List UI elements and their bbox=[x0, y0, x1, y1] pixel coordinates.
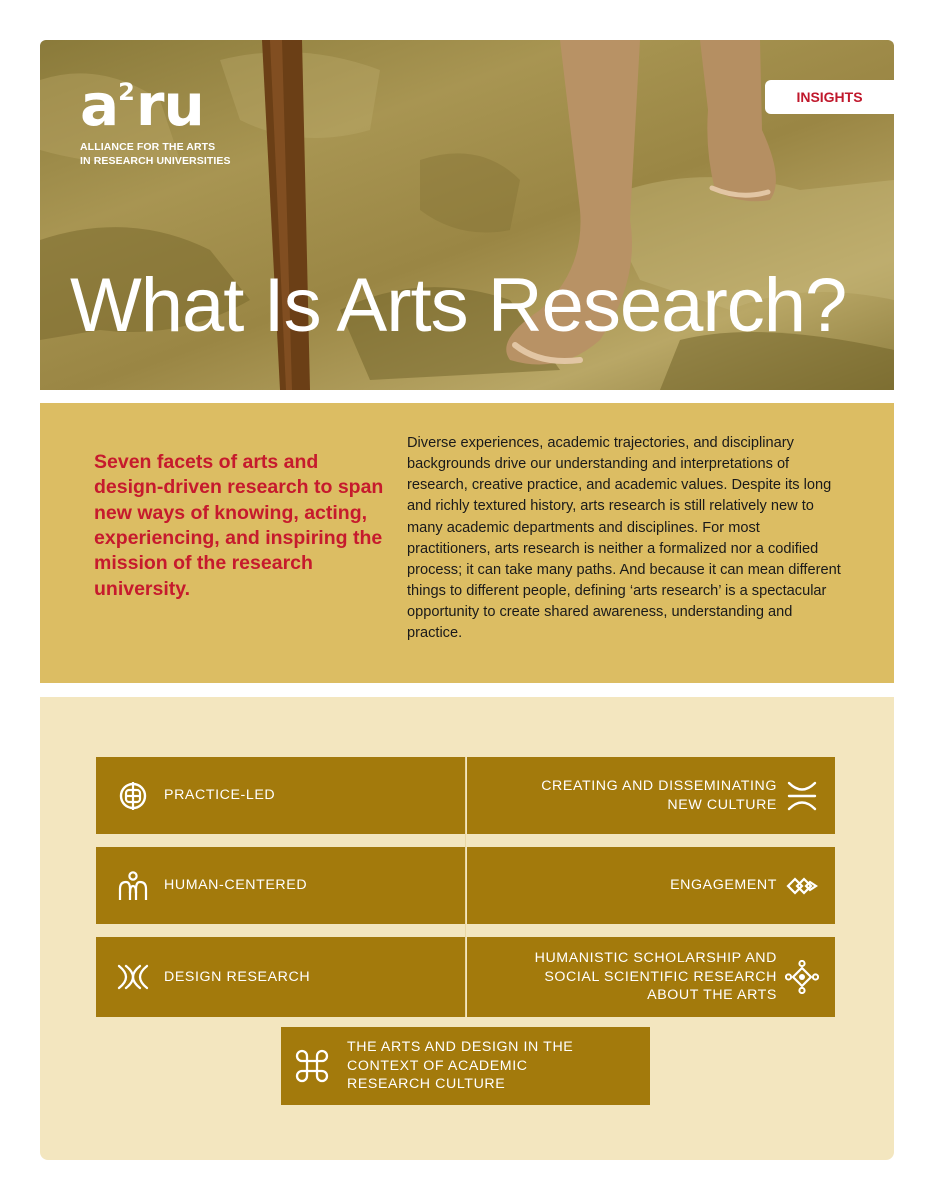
logo-tagline-line2: IN RESEARCH UNIVERSITIES bbox=[80, 155, 231, 168]
command-icon bbox=[295, 1049, 329, 1083]
engagement-icon bbox=[785, 869, 819, 903]
facet-label-line2: NEW CULTURE bbox=[667, 796, 777, 813]
facet-label: HUMAN-CENTERED bbox=[164, 877, 308, 894]
hero-banner bbox=[40, 40, 894, 390]
lead-statement: Seven facets of arts and design-driven research to span new ways of knowing, acting, experiencing, and inspiring the mission of the research university. bbox=[94, 451, 384, 600]
facet-label-line3: RESEARCH CULTURE bbox=[347, 1076, 506, 1093]
intro-section bbox=[40, 403, 894, 683]
facet-label: DESIGN RESEARCH bbox=[164, 968, 311, 985]
facet-label bbox=[541, 777, 777, 814]
facet-label-line1: CREATING AND DISSEMINATING bbox=[541, 778, 777, 795]
insights-badge[interactable]: INSIGHTS bbox=[765, 80, 894, 114]
facet-label bbox=[535, 949, 777, 1004]
facet-label: ENGAGEMENT bbox=[670, 877, 777, 894]
a2ru-logo[interactable] bbox=[80, 71, 231, 168]
facet-label: PRACTICE-LED bbox=[164, 787, 276, 804]
facet-humanistic-scholarship[interactable] bbox=[467, 937, 835, 1017]
facet-practice-led[interactable] bbox=[96, 757, 465, 834]
intro-body-text: Diverse experiences, academic trajectories, and disciplinary backgrounds drive our understanding and interpretations of research, creative practice, and academic values. Despite its long and richly textured history, arts research is still relatively new to many academic departments and disciplines. For most practitioners, arts research is neither a formalized nor a codified process; it can take many paths. And because it can mean different things to different people, defining ‘arts research’ is a spectacular opportunity to create shared awareness, understanding and practice. bbox=[407, 435, 841, 642]
facet-label-line2: CONTEXT OF ACADEMIC bbox=[347, 1057, 528, 1074]
facet-label-line3: ABOUT THE ARTS bbox=[647, 987, 777, 1004]
logo-letter: a bbox=[80, 71, 119, 139]
facets-section bbox=[40, 697, 894, 1160]
logo-tagline-line1: ALLIANCE FOR THE ARTS bbox=[80, 141, 216, 153]
scholarship-icon bbox=[785, 960, 819, 994]
logo-tagline bbox=[80, 140, 231, 168]
practice-led-icon bbox=[116, 779, 150, 813]
facet-label bbox=[347, 1038, 573, 1093]
logo-letters: ru bbox=[135, 71, 204, 139]
page-title: What Is Arts Research? bbox=[70, 263, 847, 348]
human-centered-icon bbox=[116, 869, 150, 903]
facet-design-research[interactable] bbox=[96, 937, 465, 1017]
facet-engagement[interactable] bbox=[467, 847, 835, 924]
facet-creating-culture[interactable] bbox=[467, 757, 835, 834]
facet-label-line2: SOCIAL SCIENTIFIC RESEARCH bbox=[544, 968, 777, 985]
facet-arts-in-academic-culture[interactable] bbox=[281, 1027, 650, 1105]
design-research-icon bbox=[116, 960, 150, 994]
facet-human-centered[interactable] bbox=[96, 847, 465, 924]
culture-icon bbox=[785, 779, 819, 813]
facet-label-line1: THE ARTS AND DESIGN IN THE bbox=[347, 1039, 574, 1056]
facet-divider bbox=[465, 757, 466, 1017]
facet-label-line1: HUMANISTIC SCHOLARSHIP AND bbox=[534, 950, 777, 967]
logo-superscript: 2 bbox=[118, 78, 134, 106]
logo-wordmark bbox=[80, 71, 231, 139]
